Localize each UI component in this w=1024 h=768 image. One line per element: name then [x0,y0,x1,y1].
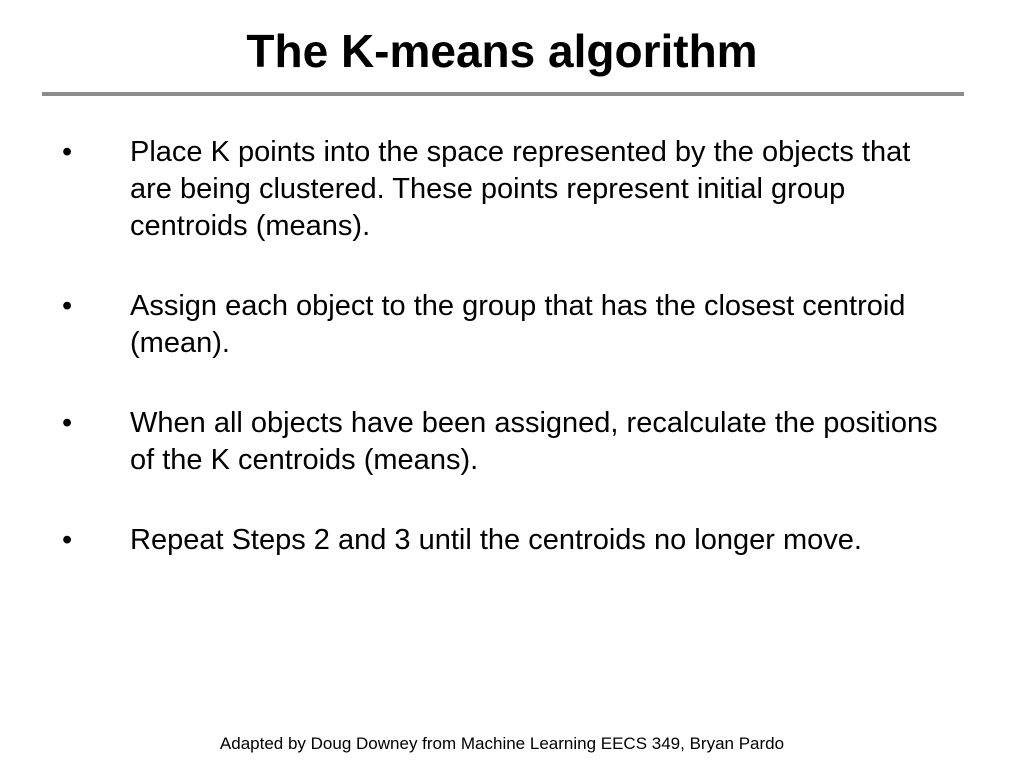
slide-footer: Adapted by Doug Downey from Machine Learning EECS 349, Bryan Pardo [219,734,785,753]
bullet-item-4 [0,522,1024,559]
bullet-text-1: Place K points into the space represented by the objects that are being clustered. These points represent initial group centroids (means). [130,136,911,242]
slide-title: The K-means algorithm [246,25,758,77]
bullet-icon: • [62,290,73,322]
bullet-item-1 [0,134,1024,245]
bullet-icon: • [62,524,73,556]
bullet-item-2 [0,288,1024,362]
bullet-text-4: Repeat Steps 2 and 3 until the centroids no longer move. [130,524,862,556]
bullet-item-3 [0,405,1024,479]
bullet-icon: • [62,136,73,168]
bullet-list [0,134,1024,602]
bullet-icon: • [62,407,73,439]
bullet-text-2: Assign each object to the group that has the closest centroid (mean). [130,290,906,359]
title-divider [42,92,964,96]
bullet-text-3: When all objects have been assigned, recalculate the positions of the K centroids (means). [130,407,938,476]
